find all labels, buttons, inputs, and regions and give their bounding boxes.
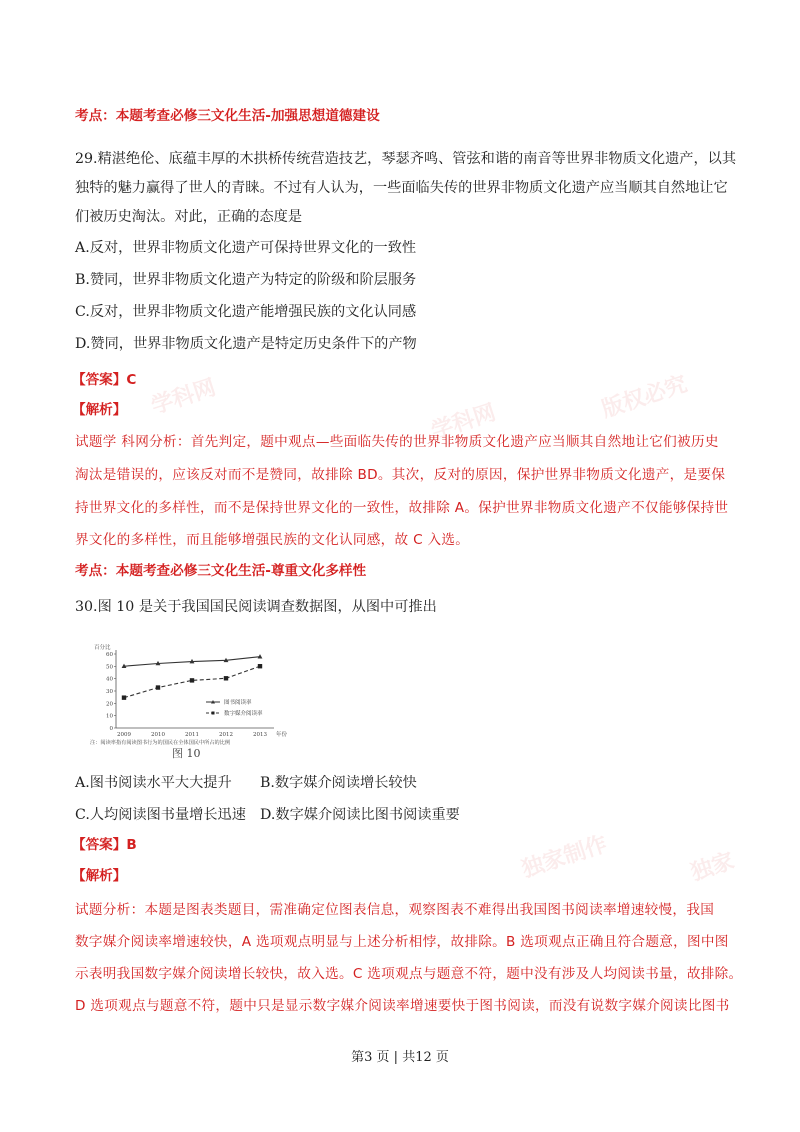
x-tick-label: 2011 — [185, 732, 199, 738]
q30-option-c: C.人均阅读图书量增长迅速 — [75, 807, 246, 823]
legend-label-1: 图书阅读率 — [224, 700, 252, 706]
y-tick-label: 20 — [106, 701, 113, 708]
reading-survey-chart — [88, 640, 308, 758]
q29-analysis-line-4: 界文化的多样性，而且能够增强民族的文化认同感，故 C 入选。 — [75, 532, 470, 548]
answer-label: 【答案】 — [72, 837, 127, 853]
data-point-square — [156, 685, 160, 689]
q29-option-d: D.赞同，世界非物质文化遗产是特定历史条件下的产物 — [75, 336, 417, 352]
q30-answer — [72, 835, 732, 855]
data-point-square — [224, 676, 228, 680]
data-point-square — [190, 678, 194, 682]
q30-analysis-line-3: 示表明我国数字媒介阅读增长较快，故入选。C 选项观点与题意不符，题中没有涉及人均阅读书量，故排除。 — [75, 966, 743, 982]
watermark: 版权必究 — [598, 371, 691, 423]
q29-stem-line-2: 独特的魅力赢得了世人的青睐。不过有人认为，一些面临失传的世界非物质文化遗产应当顺其自然地让它 — [75, 180, 728, 196]
y-axis-label: 百分比 — [94, 645, 111, 651]
y-tick-label: 0 — [109, 726, 113, 732]
q30-analysis-line-2: 数字媒介阅读率增速较快，A 选项观点明显与上述分析相悖，故排除。B 选项观点正确且符合题意，图中图 — [75, 934, 729, 950]
q29-stem-line-1: 29.精湛绝伦、底蕴丰厚的木拱桥传统营造技艺，琴瑟齐鸣、管弦和谐的南音等世界非物质文化遗产，以其 — [75, 151, 737, 167]
q30-stem: 30.图 10 是关于我国国民阅读调查数据图，从图中可推出 — [75, 599, 437, 615]
page-footer — [0, 1046, 800, 1065]
y-tick-label: 10 — [106, 713, 113, 720]
x-tick-label: 2009 — [117, 732, 131, 738]
data-point-square — [122, 695, 126, 699]
y-tick-label: 40 — [106, 676, 113, 683]
x-tick-label: 2010 — [151, 732, 165, 738]
watermark: 学科网 — [148, 375, 219, 420]
q29-analysis-line-3: 持世界文化的多样性，而不是保持世界文化的一致性，故排除 A。保护世界非物质文化遗产不仅能够保持世 — [75, 500, 729, 516]
footer-total-pages: 共12 页 — [402, 1050, 449, 1065]
q30-option-d: D.数字媒介阅读比图书阅读重要 — [260, 807, 460, 823]
answer-label: 【答案】 — [72, 372, 127, 388]
x-axis-label: 年份 — [276, 732, 288, 738]
q30-option-b: B.数字媒介阅读增长较快 — [260, 775, 417, 791]
q30-options-row-1 — [75, 773, 417, 793]
q29-answer — [72, 370, 732, 390]
data-point-square — [258, 664, 262, 668]
x-tick-label: 2012 — [219, 732, 233, 738]
watermark: 学科网 — [428, 400, 499, 445]
answer-value: B — [126, 837, 137, 853]
figure-caption: 图 10 — [172, 747, 201, 760]
q29-jiexi-label: 【解析】 — [72, 402, 127, 418]
kaodian-top: 考点：本题考查必修三文化生活-加强思想道德建设 — [75, 108, 380, 124]
q30-option-a: A.图书阅读水平大大提升 — [75, 775, 232, 791]
watermark: 独家制作 — [518, 831, 611, 883]
q29-analysis-line-2: 淘汰是错误的，应该反对而不是赞同，故排除 BD。其次，反对的原因，保护世界非物质文化遗产，是要保 — [75, 467, 726, 483]
watermark: 独家 — [687, 848, 738, 887]
y-tick-label: 50 — [106, 664, 113, 671]
data-point-triangle — [258, 654, 263, 658]
footer-separator: | — [393, 1050, 399, 1065]
q30-analysis-line-1: 试题分析：本题是图表类题目，需准确定位图表信息，观察图表不难得出我国图书阅读率增速较慢，我国 — [75, 902, 715, 918]
answer-value: C — [126, 372, 137, 388]
q30-jiexi-label: 【解析】 — [72, 868, 127, 884]
chart-note: 注：阅读率指有阅读图书行为的国民在全体国民中所占的比例 — [90, 740, 231, 746]
q29-option-a: A.反对，世界非物质文化遗产可保持世界文化的一致性 — [75, 240, 417, 256]
legend-label-2: 数字媒介阅读率 — [224, 711, 263, 717]
q29-kaodian: 考点：本题考查必修三文化生活-尊重文化多样性 — [75, 563, 367, 579]
x-tick-label: 2013 — [253, 732, 267, 738]
y-tick-label: 60 — [106, 652, 113, 658]
y-tick-label: 30 — [106, 689, 113, 695]
q29-option-b: B.赞同，世界非物质文化遗产为特定的阶级和阶层服务 — [75, 272, 417, 288]
legend-marker-2 — [212, 712, 215, 715]
q30-options-row-2 — [75, 805, 460, 825]
footer-page-number: 第3 页 — [351, 1050, 390, 1065]
q30-analysis-line-4: D 选项观点与题意不符，题中只是显示数字媒介阅读率增速要快于图书阅读，而没有说数字媒介阅读比图书 — [75, 998, 730, 1014]
q29-analysis-line-1: 试题学 科网分析：首先判定，题中观点—些面临失传的世界非物质文化遗产应当顺其自然地让它们被历史 — [75, 434, 719, 450]
q29-option-c: C.反对，世界非物质文化遗产能增强民族的文化认同感 — [75, 304, 417, 320]
q29-stem-line-3: 们被历史淘汰。对此，正确的态度是 — [75, 209, 303, 225]
